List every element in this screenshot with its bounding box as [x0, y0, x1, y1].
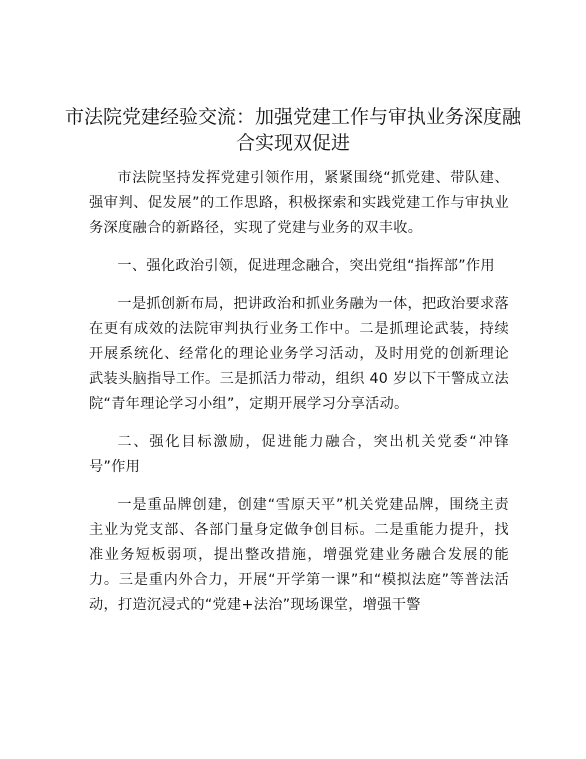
document-body: [89, 166, 509, 631]
document-title: 市法院党建经验交流：加强党建工作与审执业务深度融合实现双促进: [64, 106, 521, 154]
section-1-paragraph: 一是抓创新布局，把讲政治和抓业务融为一体，把政治要求落在更有成效的法院审判执行业务工作中。二是抓理论武装，持续开展系统化、经常化的理论业务学习活动，及时用党的创新理论武装头脑指导工作。三是抓活力带动，组织 40 岁以下干警成立法院“青年理论学习小组”，定期开展学习分享活动。: [89, 296, 509, 412]
section-heading-2: 二、强化目标激励，促进能力融合，突出机关党委“冲锋号”作用: [89, 434, 509, 475]
section-2-paragraph: 一是重品牌创建，创建“雪原天平”机关党建品牌，围绕主责主业为党支部、各部门量身定做争创目标。二是重能力提升，找准业务短板弱项，提出整改措施，增强党建业务融合发展的能力。三是重内外合力，开展“开学第一课”和“模拟法庭”等普法活动，打造沉浸式的“党建+法治”现场课堂，增强干警: [89, 497, 509, 613]
section-heading-1: 一、强化政治引领，促进理念融合，突出党组“指挥部”作用: [117, 258, 495, 274]
intro-paragraph: 市法院坚持发挥党建引领作用，紧紧围绕“抓党建、带队建、强审判、促发展”的工作思路，积极探索和实践党建工作与审执业务深度融合的新路径，实现了党建与业务的双丰收。: [89, 170, 509, 236]
